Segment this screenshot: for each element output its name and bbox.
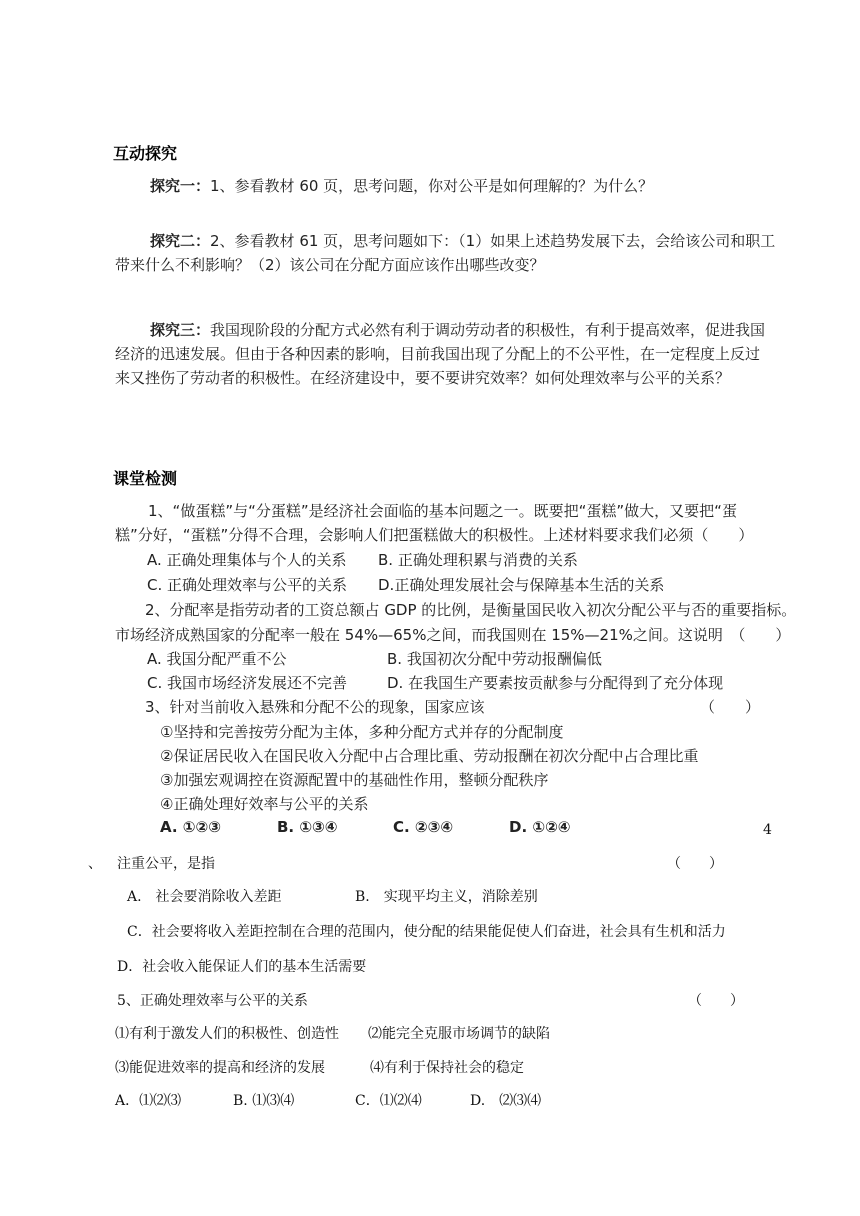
q4-answer-paren: （ ） — [667, 856, 723, 872]
q5-statement-2: ⑵能完全克服市场调节的缺陷 — [368, 1026, 550, 1042]
q4-lead-mark: 、 — [88, 856, 102, 872]
check-q1-option-c: C. 正确处理效率与公平的关系 — [147, 576, 348, 594]
q5-statement-4: ⑷有利于保持社会的稳定 — [370, 1060, 524, 1076]
exploration-2-line1 — [150, 230, 775, 251]
exploration-1-text: 1、参看教材 60 页，思考问题，你对公平是如何理解的？为什么？ — [210, 177, 654, 195]
exploration-1-label: 探究一： — [150, 177, 211, 195]
check-q3-statement-3: ③加强宏观调控在资源配置中的基础性作用，整顿分配秩序 — [160, 771, 549, 789]
check-q3-statement-2: ②保证居民收入在国民收入分配中占合理比重、劳动报酬在初次分配中占合理比重 — [160, 747, 699, 765]
question-number-4: 4 — [763, 822, 772, 838]
exploration-3-line2: 经济的迅速发展。但由于各种因素的影响，目前我国出现了分配上的不公平性，在一定程度上反过 — [115, 345, 761, 363]
check-q3-statement-1: ①坚持和完善按劳分配为主体，多种分配方式并存的分配制度 — [160, 723, 564, 741]
exploration-3-text: 我国现阶段的分配方式必然有利于调动劳动者的积极性，有利于提高效率，促进我国 — [210, 321, 766, 339]
check-q2-line1: 2、分配率是指劳动者的工资总额占 GDP 的比例，是衡量国民收入初次分配公平与否的重要指标。 — [145, 601, 797, 619]
check-q3-answer-paren: （ ） — [700, 698, 761, 716]
check-q1-option-b: B. 正确处理积累与消费的关系 — [378, 551, 578, 569]
q5-option-b: B. ⑴⑶⑷ — [233, 1093, 295, 1109]
q5-stem: 5、正确处理效率与公平的关系 — [117, 993, 308, 1009]
check-q1-line1: 1、“做蛋糕”与“分蛋糕”是经济社会面临的基本问题之一。既要把“蛋糕”做大，又要把“蛋 — [148, 502, 737, 520]
q5-option-a: A．⑴⑵⑶ — [115, 1093, 182, 1109]
check-q2-option-a: A. 我国分配严重不公 — [147, 650, 287, 668]
q5-statement-1: ⑴有利于激发人们的积极性、创造性 — [115, 1026, 339, 1042]
check-q2-option-b: B. 我国初次分配中劳动报酬偏低 — [387, 650, 602, 668]
check-q1-option-a: A. 正确处理集体与个人的关系 — [147, 551, 347, 569]
exploration-3-line3: 来又挫伤了劳动者的积极性。在经济建设中，要不要讲究效率？如何处理效率与公平的关系？ — [115, 369, 731, 387]
exploration-3-label: 探究三： — [150, 321, 211, 339]
check-q3-option-d: D. ①②④ — [509, 818, 571, 836]
check-q1-line2: 糕”分好，“蛋糕”分得不合理，会影响人们把蛋糕做大的积极性。上述材料要求我们必须（ ） — [115, 526, 754, 544]
check-q2-option-d: D. 在我国生产要素按贡献参与分配得到了充分体现 — [387, 674, 724, 692]
exploration-2-text: 2、参看教材 61 页，思考问题如下：（1）如果上述趋势发展下去，会给该公司和职工 — [210, 232, 776, 250]
q4-option-d: D．社会收入能保证人们的基本生活需要 — [117, 959, 367, 975]
q4-option-a: A. 社会要消除收入差距 — [127, 889, 282, 905]
check-q3-option-a: A. ①②③ — [160, 818, 221, 836]
exploration-2-label: 探究二： — [150, 232, 211, 250]
check-q2-option-c: C. 我国市场经济发展还不完善 — [147, 674, 348, 692]
section-title-check: 课堂检测 — [113, 469, 178, 488]
q4-option-c: C．社会要将收入差距控制在合理的范围内，使分配的结果能促使人们奋进，社会具有生机和活力 — [127, 924, 726, 940]
section-title-interactive: 互动探究 — [113, 144, 178, 163]
q5-option-c: C．⑴⑵⑷ — [355, 1093, 422, 1109]
exploration-3-line1 — [150, 319, 765, 340]
q5-statement-3: ⑶能促进效率的提高和经济的发展 — [115, 1060, 325, 1076]
check-q3-stem: 3、针对当前收入悬殊和分配不公的现象，国家应该 — [145, 698, 485, 716]
check-q2-line2: 市场经济成熟国家的分配率一般在 54%—65%之间，而我国则在 15%—21%之间。这说明 （ ） — [115, 626, 791, 644]
check-q1-option-d: D.正确处理发展社会与保障基本生活的关系 — [378, 576, 665, 594]
q5-answer-paren: （ ） — [688, 993, 744, 1009]
q4-option-b: B. 实现平均主义，消除差别 — [355, 889, 538, 905]
check-q3-statement-4: ④正确处理好效率与公平的关系 — [160, 795, 369, 813]
q5-option-d: D. ⑵⑶⑷ — [470, 1093, 542, 1109]
q4-stem: 注重公平，是指 — [117, 856, 215, 872]
check-q3-option-c: C. ②③④ — [393, 818, 454, 836]
exploration-1 — [150, 175, 653, 196]
exploration-2-line2: 带来什么不利影响？（2）该公司在分配方面应该作出哪些改变？ — [115, 256, 545, 274]
check-q3-option-b: B. ①③④ — [277, 818, 338, 836]
